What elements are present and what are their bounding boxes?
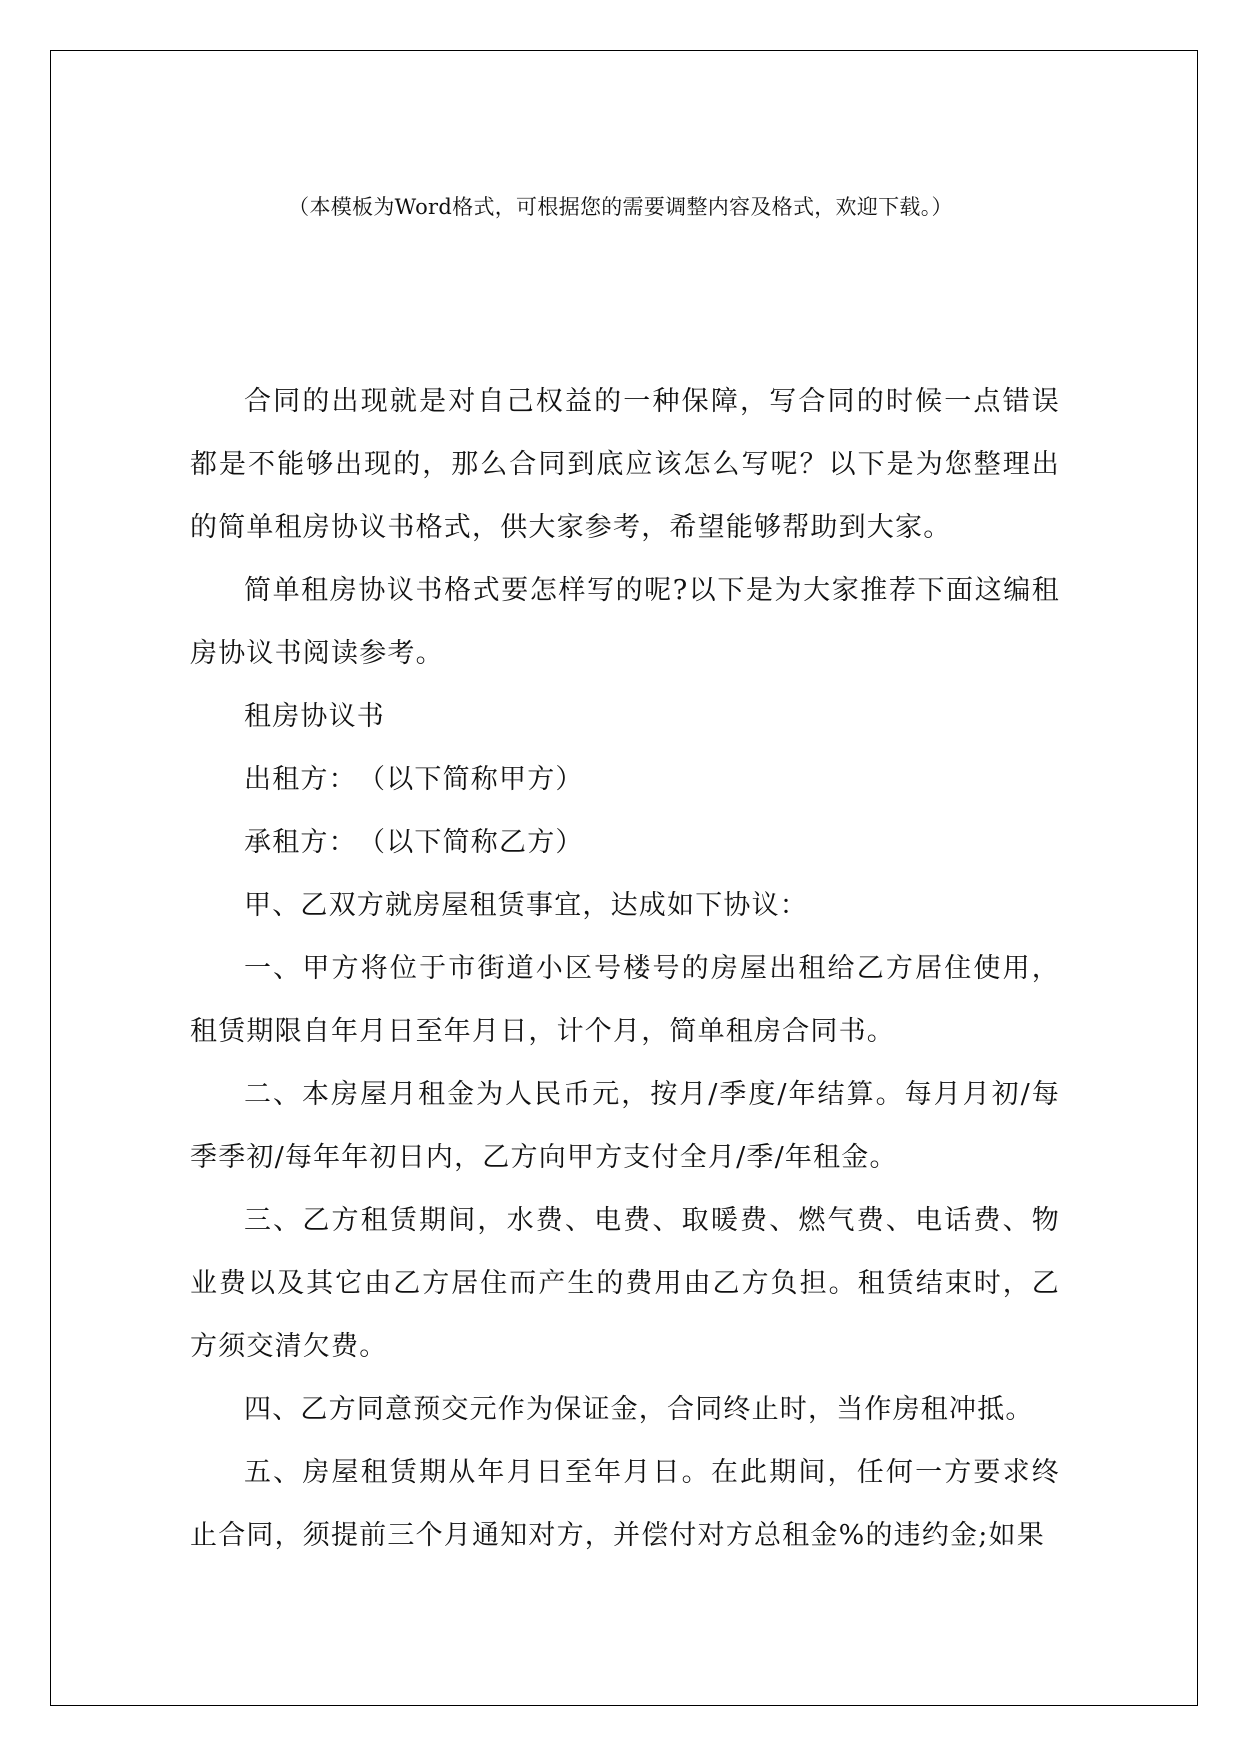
paragraph-recommendation: 简单租房协议书格式要怎样写的呢?以下是为大家推荐下面这编租房协议书阅读参考。 [190, 575, 1060, 669]
template-note: （本模板为Word格式，可根据您的需要调整内容及格式，欢迎下载。） [288, 195, 953, 219]
clause-1: 一、甲方将位于市街道小区号楼号的房屋出租给乙方居住使用，租赁期限自年月日至年月日，计个月，简单租房合同书。 [190, 953, 1060, 1047]
clause-5: 五、房屋租赁期从年月日至年月日。在此期间，任何一方要求终止合同，须提前三个月通知对方，并偿付对方总租金%的违约金;如果 [190, 1457, 1060, 1551]
lessee-line: 承租方： （以下简称乙方） [244, 827, 584, 858]
agreement-preamble: 甲、乙双方就房屋租赁事宜，达成如下协议： [244, 890, 808, 921]
clause-4: 四、乙方同意预交元作为保证金，合同终止时，当作房租冲抵。 [244, 1394, 1034, 1425]
agreement-title: 租房协议书 [244, 701, 385, 732]
clause-3: 三、乙方租赁期间，水费、电费、取暖费、燃气费、电话费、物业费以及其它由乙方居住而产生的费用由乙方负担。租赁结束时，乙方须交清欠费。 [190, 1205, 1060, 1362]
document-body [190, 370, 1060, 1567]
paragraph-intro: 合同的出现就是对自己权益的一种保障，写合同的时候一点错误都是不能够出现的，那么合同到底应该怎么写呢？以下是为您整理出的简单租房协议书格式，供大家参考，希望能够帮助到大家。 [190, 386, 1060, 543]
lessor-line: 出租方： （以下简称甲方） [244, 764, 584, 795]
clause-2: 二、本房屋月租金为人民币元，按月/季度/年结算。每月月初/每季季初/每年年初日内，乙方向甲方支付全月/季/年租金。 [190, 1079, 1060, 1173]
